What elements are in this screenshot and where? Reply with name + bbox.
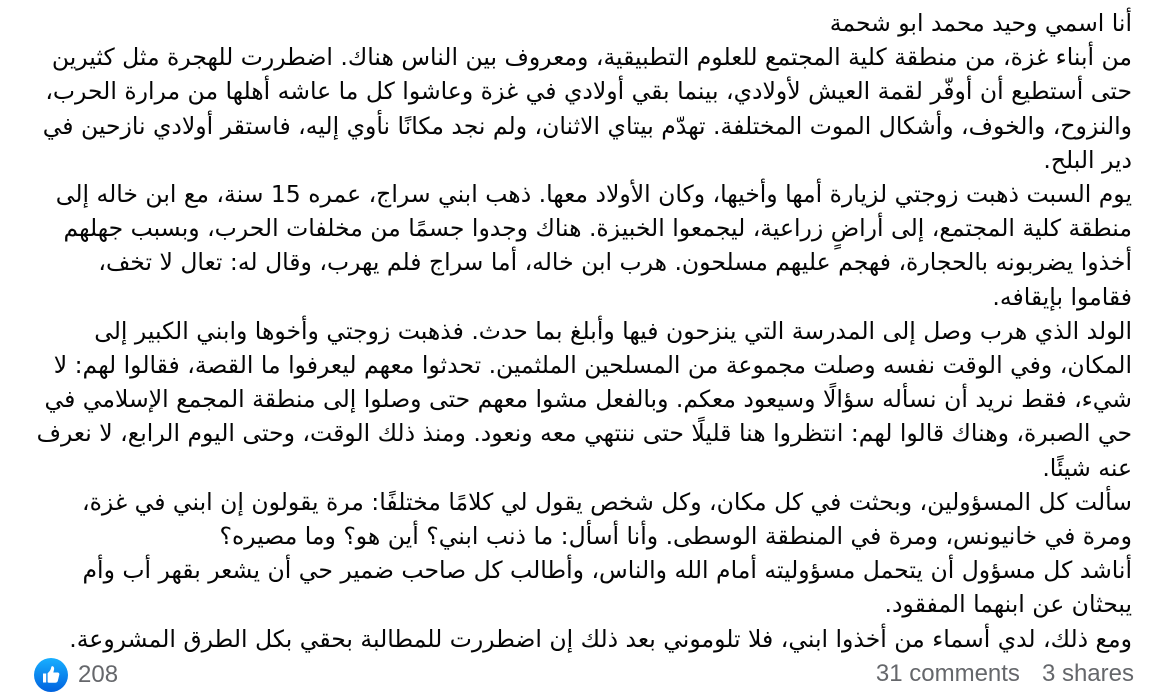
post-paragraph: من أبناء غزة، من منطقة كلية المجتمع للعلوم التطبيقية، ومعروف بين الناس هناك. اضطررت للهجرة مثل كثيرين حتى أستطيع أن أوفّر لقمة العيش لأولادي، بينما بقي أولادي في غزة وعاشوا كل ما عاشه أهلها من مرارة الحرب، والنزوح، والخوف، وأشكال الموت المختلفة. تهدّم بيتاي الاثنان، ولم نجد مكانًا نأوي إليه، فاستقر أولادي نازحين في دير البلح. <box>42 43 1132 174</box>
reaction-count: 208 <box>78 661 119 688</box>
post-paragraph: أناشد كل مسؤول أن يتحمل مسؤوليته أمام الله والناس، وأطالب كل صاحب ضمير حي أن يشعر بقهر أب وأم يبحثان عن ابنهما المفقود. <box>82 556 1132 619</box>
post-paragraph: يوم السبت ذهبت زوجتي لزيارة أمها وأخيها، وكان الأولاد معها. ذهب ابني سراج، عمره 15 سنة، مع ابن خاله إلى منطقة كلية المجتمع، إلى أراضٍ زراعية، ليجمعوا الخبيزة. هناك وجدوا جسمًا من مخلفات الحرب، وبسبب جهلهم أخذوا يضربونه بالحجارة، فهجم عليهم مسلحون. هرب ابن خاله، أما سراج فلم يهرب، وقال له: تعال لا تخف، فقاموا بإيقافه. <box>55 180 1132 311</box>
thumbs-up-icon <box>34 658 68 692</box>
reactions-summary[interactable] <box>34 658 118 692</box>
post-footer <box>0 652 1152 698</box>
post-paragraph: الولد الذي هرب وصل إلى المدرسة التي ينزحون فيها وأبلغ بما حدث. فذهبت زوجتي وأخوها وابني الكبير إلى المكان، وفي الوقت نفسه وصلت مجموعة من المسلحين الملثمين. تحدثوا معهم ليعرفوا ما القصة، فقالوا لهم: لا شيء، فقط نريد أن نسأله سؤالًا وسيعود معكم. وبالفعل مشوا معهم حتى وصلوا إلى منطقة المجمع الإسلامي في حي الصبرة، وهناك قالوا لهم: انتظروا هنا قليلًا حتى ننتهي معه ونعود. ومنذ ذلك الوقت، وحتى اليوم الرابع، لا نعرف عنه شيئًا. <box>36 316 1132 482</box>
comments-link[interactable]: 31 comments <box>875 660 1020 687</box>
post-paragraph: سألت كل المسؤولين، وبحثت في كل مكان، وكل شخص يقول لي كلامًا مختلفًا: مرة يقولون إن ابني في غزة، ومرة في خانيونس، ومرة في المنطقة الوسطى. وأنا أسأل: ما ذنب ابني؟ أين هو؟ وما مصيره؟ <box>81 487 1132 551</box>
shares-link[interactable]: 3 shares <box>1041 660 1134 687</box>
post-text <box>30 6 1132 656</box>
post-paragraph: ومع ذلك، لدي أسماء من أخذوا ابني، فلا تلوموني بعد ذلك إن اضطررت للمطالبة بحقي بكل الطرق المشروعة. <box>69 624 1132 653</box>
engagement-stats <box>876 660 1134 688</box>
post-paragraph: أنا اسمي وحيد محمد ابو شحمة <box>829 9 1132 37</box>
